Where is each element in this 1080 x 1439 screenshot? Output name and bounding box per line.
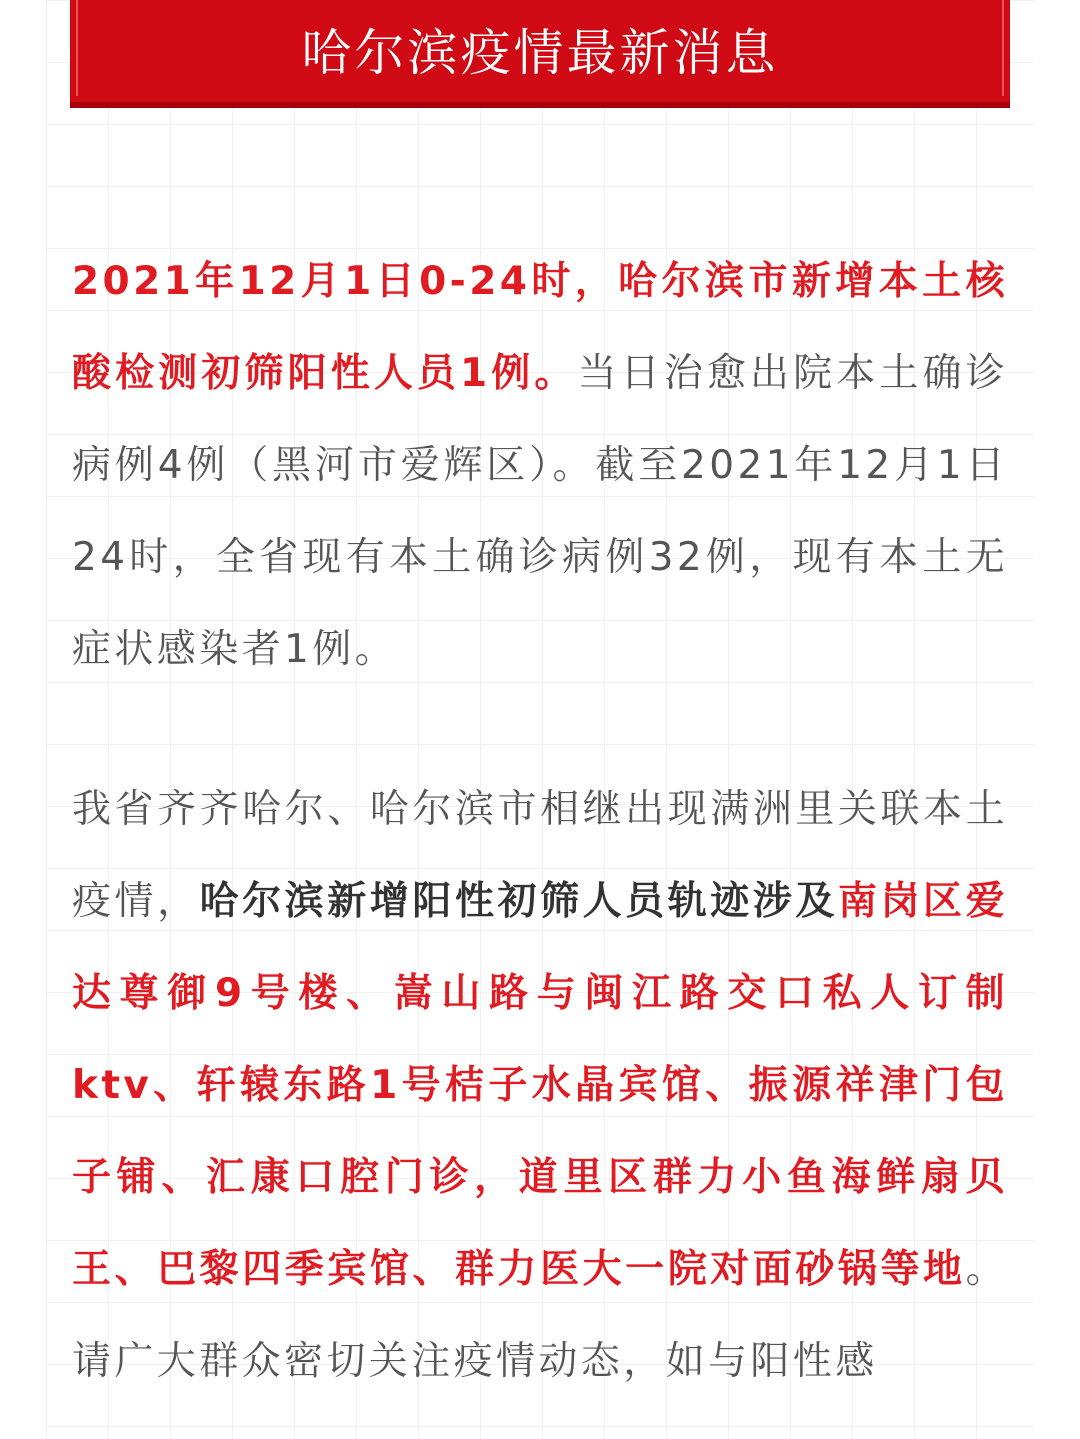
article-body [72,236,1008,1408]
paragraph-case-update [72,236,1008,696]
right-margin [1034,0,1080,1439]
banner-title: 哈尔滨疫情最新消息 [301,24,779,82]
title-banner [70,0,1010,108]
left-margin [0,0,46,1439]
trajectory-intro: 我省齐齐哈尔、哈尔滨市相继出现满洲里关联本土疫情， [72,787,1008,924]
trajectory-bold: 哈尔滨新增阳性初筛人员轨迹涉及 [199,879,838,924]
paragraph-trajectory [72,764,1008,1408]
case-update-highlight: 2021年12月1日0-24时，哈尔滨市新增本土核酸检测初筛阳性人员1例。 [72,259,1008,396]
trajectory-rest: 。请广大群众密切关注疫情动态，如与阳性感 [72,1247,1008,1384]
case-update-text: 当日治愈出院本土确诊病例4例（黑河市爱辉区）。截至2021年12月1日24时，全省现有本土确诊病例32例，现有本土无症状感染者1例。 [72,351,1008,672]
trajectory-locations: 南岗区爱达尊御9号楼、嵩山路与闽江路交口私人订制ktv、轩辕东路1号桔子水晶宾馆、振源祥津门包子铺、汇康口腔门诊，道里区群力小鱼海鲜扇贝王、巴黎四季宾馆、群力医大一院对面砂锅等地 [72,879,1008,1292]
